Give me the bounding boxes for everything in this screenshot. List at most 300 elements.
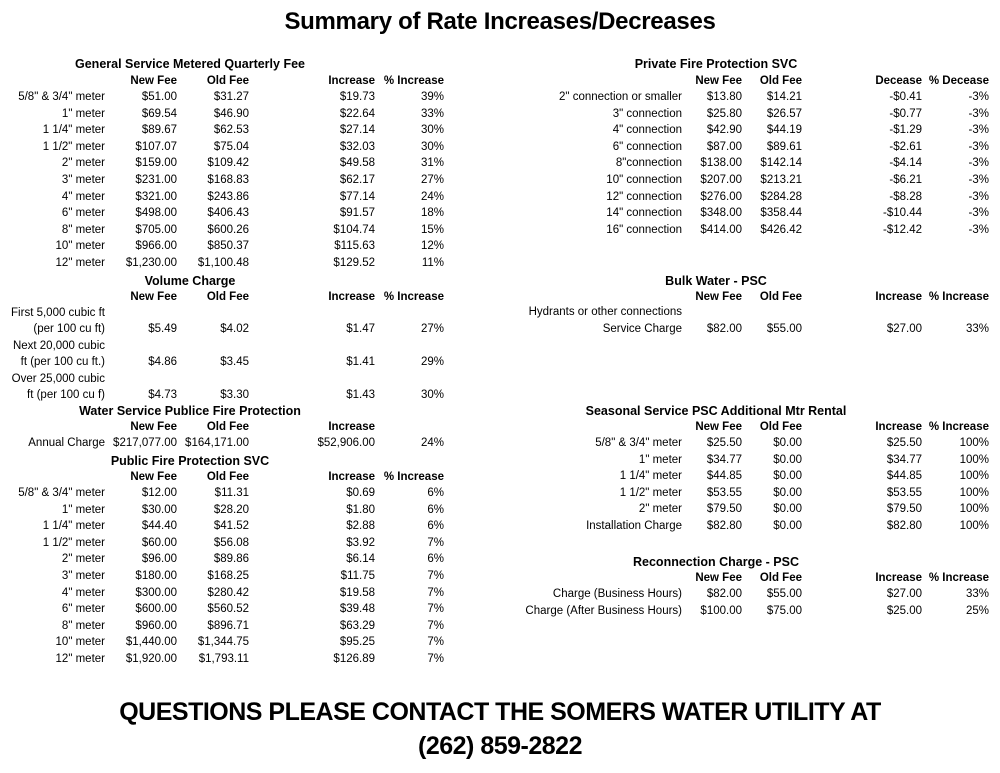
cell-old-fee: $1,100.48 [197, 257, 249, 269]
cell-change: $0.69 [346, 487, 375, 499]
cell-label: 6" connection [612, 140, 682, 153]
header-old-fee: Old Fee [759, 572, 802, 584]
header-pct-change: % Increase [383, 291, 444, 303]
header-change: Increase [328, 75, 375, 87]
column-headers [0, 75, 1000, 91]
header-new-fee: New Fee [130, 75, 177, 87]
section-title: General Service Metered Quarterly Fee [75, 57, 305, 71]
cell-change: $22.64 [339, 107, 375, 120]
cell-label: 3" connection [612, 107, 682, 120]
cell-new-fee: $414.00 [700, 223, 742, 236]
header-change: Increase [328, 421, 375, 433]
cell-old-fee: $31.27 [213, 91, 249, 103]
table-row [0, 306, 1000, 322]
cell-change: $1.41 [346, 356, 375, 369]
cell-old-fee: $28.20 [213, 503, 249, 516]
cell-new-fee: $30.00 [141, 503, 177, 516]
cell-pct-change: 100% [959, 486, 989, 499]
header-old-fee: Old Fee [206, 471, 249, 483]
cell-change: $129.52 [333, 257, 375, 269]
header-change: Decease [875, 75, 922, 87]
cell-pct-change: -3% [968, 190, 989, 203]
cell-new-fee: $321.00 [135, 190, 177, 203]
cell-label: 12" connection [606, 190, 682, 203]
cell-new-fee: $1,920.00 [125, 653, 177, 665]
cell-label: ft (per 100 cu ft.) [20, 356, 105, 369]
table-row [0, 653, 1000, 669]
cell-label: First 5,000 cubic ft [11, 307, 105, 319]
cell-new-fee: $600.00 [135, 603, 177, 616]
cell-new-fee: $13.80 [706, 91, 742, 103]
cell-pct-change: 30% [420, 124, 444, 137]
cell-change: $27.14 [339, 124, 375, 137]
cell-change: $104.74 [333, 223, 375, 236]
cell-old-fee: $142.14 [760, 157, 802, 170]
header-new-fee: New Fee [695, 75, 742, 87]
cell-change: $27.00 [886, 588, 922, 600]
section-title: Private Fire Protection SVC [634, 57, 798, 71]
cell-new-fee: $44.40 [141, 520, 177, 533]
cell-label: 4" meter [61, 190, 105, 203]
header-new-fee: New Fee [130, 421, 177, 433]
cell-label: 1 1/2" meter [619, 486, 682, 499]
cell-pct-change: 7% [427, 603, 444, 616]
table-row [0, 503, 1000, 519]
cell-new-fee: $100.00 [700, 604, 742, 617]
cell-change: $77.14 [339, 190, 375, 203]
cell-old-fee: $0.00 [773, 520, 802, 532]
contact-footer-line1: QUESTIONS PLEASE CONTACT THE SOMERS WATER UTILITY AT [119, 698, 881, 726]
cell-old-fee: $26.57 [766, 107, 802, 120]
section-title: Volume Charge [144, 274, 236, 288]
cell-pct-change: 33% [965, 322, 989, 335]
cell-pct-change: 100% [959, 453, 989, 466]
cell-new-fee: $53.55 [706, 486, 742, 499]
header-new-fee: New Fee [695, 291, 742, 303]
header-pct-change: % Increase [928, 572, 989, 584]
cell-change: -$0.41 [889, 91, 922, 103]
cell-old-fee: $109.42 [207, 157, 249, 170]
cell-pct-change: 27% [420, 323, 444, 336]
cell-pct-change: 7% [427, 570, 444, 582]
section-title: Seasonal Service PSC Additional Mtr Rental [585, 404, 847, 418]
cell-change: $95.25 [339, 636, 375, 649]
cell-pct-change: 6% [427, 553, 444, 566]
cell-change: $1.43 [346, 389, 375, 401]
cell-old-fee: $0.00 [773, 470, 802, 483]
cell-new-fee: $12.00 [141, 487, 177, 499]
cell-label: Charge (After Business Hours) [525, 604, 682, 617]
cell-pct-change: 15% [420, 223, 444, 236]
cell-change: $39.48 [339, 603, 375, 616]
cell-new-fee: $1,440.00 [125, 636, 177, 649]
column-headers [0, 572, 1000, 588]
cell-pct-change: -3% [968, 124, 989, 137]
header-change: Increase [875, 572, 922, 584]
cell-label: 3" meter [61, 174, 105, 186]
cell-change: -$2.61 [889, 140, 922, 153]
cell-label: (per 100 cu ft) [33, 323, 105, 336]
header-old-fee: Old Fee [759, 75, 802, 87]
header-new-fee: New Fee [695, 572, 742, 584]
header-new-fee: New Fee [130, 471, 177, 483]
cell-new-fee: $34.77 [706, 453, 742, 466]
cell-new-fee: $87.00 [706, 140, 742, 153]
table-row [0, 553, 1000, 569]
cell-new-fee: $60.00 [141, 536, 177, 549]
cell-pct-change: 25% [965, 604, 989, 617]
section-title: Reconnection Charge - PSC [633, 555, 799, 569]
cell-change: $79.50 [886, 503, 922, 516]
section-title: Bulk Water - PSC [665, 274, 767, 288]
cell-change: $126.89 [333, 653, 375, 665]
cell-label: 1 1/4" meter [42, 124, 105, 137]
header-change: Increase [328, 471, 375, 483]
table-row [0, 389, 1000, 405]
cell-new-fee: $348.00 [700, 207, 742, 220]
cell-old-fee: $896.71 [207, 619, 249, 632]
cell-old-fee: $243.86 [207, 190, 249, 203]
cell-old-fee: $406.43 [207, 207, 249, 220]
cell-label: 4" meter [61, 586, 105, 599]
cell-label: 10" meter [55, 636, 105, 649]
section-title: Water Service Publice Fire Protection [79, 404, 301, 418]
cell-old-fee: $75.00 [766, 604, 802, 617]
table-row [0, 620, 1000, 636]
header-new-fee: New Fee [695, 421, 742, 433]
cell-label: 1 1/2" meter [42, 140, 105, 153]
cell-old-fee: $89.86 [213, 553, 249, 566]
cell-new-fee: $4.86 [148, 356, 177, 369]
cell-new-fee: $82.00 [706, 322, 742, 335]
cell-old-fee: $164,171.00 [185, 437, 249, 449]
cell-old-fee: $14.21 [766, 91, 802, 103]
cell-old-fee: $560.52 [207, 603, 249, 616]
cell-pct-change: 30% [420, 389, 444, 401]
cell-old-fee: $0.00 [773, 453, 802, 466]
page-title: Summary of Rate Increases/Decreases [284, 8, 716, 35]
cell-change: $115.63 [334, 240, 375, 253]
cell-pct-change: 6% [427, 520, 444, 533]
cell-old-fee: $600.26 [207, 223, 249, 236]
table-row [0, 91, 1000, 107]
cell-pct-change: -3% [968, 207, 989, 220]
cell-label: 8" meter [61, 619, 105, 632]
cell-label: Over 25,000 cubic [11, 372, 105, 385]
cell-old-fee: $3.30 [220, 389, 249, 401]
cell-old-fee: $426.42 [760, 223, 802, 236]
cell-label: 1" meter [61, 503, 105, 516]
table-row [0, 537, 1000, 553]
table-row [0, 520, 1000, 536]
cell-old-fee: $1,344.75 [197, 636, 249, 649]
cell-new-fee: $42.90 [706, 124, 742, 137]
cell-change: $34.77 [886, 453, 922, 466]
table-row [0, 108, 1000, 124]
header-pct-change: % Decease [928, 75, 989, 87]
cell-change: $1.80 [346, 503, 375, 516]
cell-pct-change: 6% [427, 487, 444, 499]
cell-pct-change: 27% [420, 174, 444, 186]
cell-change: $53.55 [886, 486, 922, 499]
cell-old-fee: $44.19 [766, 124, 802, 137]
cell-old-fee: $62.53 [213, 124, 249, 137]
cell-new-fee: $159.00 [135, 157, 177, 170]
table-row [0, 588, 1000, 604]
cell-old-fee: $284.28 [760, 190, 802, 203]
cell-new-fee: $5.49 [148, 323, 177, 336]
cell-new-fee: $79.50 [706, 503, 742, 516]
cell-label: ft (per 100 cu f) [27, 389, 105, 401]
cell-change: -$8.28 [889, 190, 922, 203]
cell-change: $3.92 [346, 536, 375, 549]
cell-new-fee: $82.00 [706, 588, 742, 600]
cell-label: 5/8" & 3/4" meter [595, 437, 682, 449]
cell-label: 6" meter [61, 207, 105, 220]
cell-change: $82.80 [886, 520, 922, 532]
cell-old-fee: $0.00 [773, 486, 802, 499]
section-title: Public Fire Protection SVC [110, 454, 270, 468]
cell-pct-change: 31% [420, 157, 444, 170]
cell-new-fee: $107.07 [135, 140, 177, 153]
cell-pct-change: 100% [959, 520, 989, 532]
cell-label: 2" connection or smaller [559, 91, 682, 103]
table-row [0, 257, 1000, 273]
cell-pct-change: -3% [968, 174, 989, 186]
table-row [0, 141, 1000, 157]
cell-label: 12" meter [55, 257, 105, 269]
cell-old-fee: $41.52 [213, 520, 249, 533]
cell-change: $63.29 [339, 619, 375, 632]
table-row [0, 487, 1000, 503]
cell-old-fee: $75.04 [213, 140, 249, 153]
cell-label: 1" meter [61, 107, 105, 120]
cell-old-fee: $280.42 [207, 586, 249, 599]
cell-change: $32.03 [339, 140, 375, 153]
header-pct-change: % Increase [928, 421, 989, 433]
cell-pct-change: 7% [427, 636, 444, 649]
cell-pct-change: 33% [420, 107, 444, 120]
cell-new-fee: $276.00 [700, 190, 742, 203]
cell-label: 10" connection [606, 174, 682, 186]
cell-pct-change: 24% [420, 190, 444, 203]
cell-new-fee: $705.00 [135, 223, 177, 236]
cell-label: Charge (Business Hours) [552, 588, 682, 600]
cell-change: $1.47 [346, 323, 375, 336]
column-headers [0, 421, 1000, 437]
header-pct-change: % Increase [928, 291, 989, 303]
table-row [0, 470, 1000, 486]
cell-pct-change: 100% [959, 503, 989, 516]
cell-pct-change: 24% [420, 437, 444, 449]
cell-pct-change: -3% [968, 157, 989, 170]
header-change: Increase [875, 291, 922, 303]
cell-new-fee: $966.00 [135, 240, 177, 253]
cell-label: Installation Charge [586, 520, 682, 532]
cell-old-fee: $11.31 [214, 487, 249, 499]
cell-label: 2" meter [61, 157, 105, 170]
table-row [0, 157, 1000, 173]
cell-new-fee: $207.00 [700, 174, 742, 186]
table-row [0, 340, 1000, 356]
cell-old-fee: $46.90 [213, 107, 249, 120]
cell-label: 8"connection [615, 157, 682, 170]
table-row [0, 207, 1000, 223]
header-old-fee: Old Fee [759, 291, 802, 303]
cell-change: $44.85 [886, 470, 922, 483]
cell-label: 3" meter [61, 570, 105, 582]
cell-pct-change: 100% [959, 437, 989, 449]
cell-pct-change: 7% [427, 619, 444, 632]
cell-change: $27.00 [886, 322, 922, 335]
cell-pct-change: -3% [968, 140, 989, 153]
header-old-fee: Old Fee [206, 291, 249, 303]
cell-new-fee: $51.00 [141, 91, 177, 103]
header-old-fee: Old Fee [206, 421, 249, 433]
header-pct-change: % Increase [383, 471, 444, 483]
cell-old-fee: $0.00 [773, 503, 802, 516]
cell-pct-change: 39% [420, 91, 444, 103]
cell-new-fee: $82.80 [706, 520, 742, 532]
cell-label: 5/8" & 3/4" meter [18, 91, 105, 103]
cell-pct-change: 33% [965, 588, 989, 600]
header-change: Increase [328, 291, 375, 303]
cell-new-fee: $25.80 [706, 107, 742, 120]
cell-new-fee: $300.00 [135, 586, 177, 599]
cell-old-fee: $168.25 [207, 570, 249, 582]
cell-change: $6.14 [346, 553, 375, 566]
cell-new-fee: $89.67 [141, 124, 177, 137]
cell-old-fee: $168.83 [207, 174, 249, 186]
table-row [0, 323, 1000, 339]
cell-change: -$0.77 [889, 107, 922, 120]
cell-pct-change: 100% [959, 470, 989, 483]
header-change: Increase [875, 421, 922, 433]
cell-pct-change: -3% [968, 91, 989, 103]
cell-pct-change: 6% [427, 503, 444, 516]
table-row [0, 191, 1000, 207]
cell-change: $49.58 [339, 157, 375, 170]
cell-change: -$1.29 [889, 124, 922, 137]
cell-old-fee: $56.08 [213, 536, 249, 549]
cell-pct-change: 7% [427, 653, 444, 665]
cell-label: Annual Charge [28, 437, 105, 449]
cell-new-fee: $44.85 [706, 470, 742, 483]
cell-change: $25.00 [886, 604, 922, 617]
cell-label: 4" connection [612, 124, 682, 137]
cell-pct-change: 29% [420, 356, 444, 369]
cell-new-fee: $960.00 [135, 619, 177, 632]
cell-old-fee: $1,793.11 [198, 653, 249, 665]
cell-pct-change: 18% [420, 207, 444, 220]
cell-label: 2" meter [61, 553, 105, 566]
table-row [0, 124, 1000, 140]
cell-change: $11.75 [340, 570, 375, 582]
cell-new-fee: $231.00 [135, 174, 177, 186]
cell-change: -$12.42 [882, 223, 922, 236]
cell-label: 5/8" & 3/4" meter [18, 487, 105, 499]
cell-label: 14" connection [606, 207, 682, 220]
cell-change: $62.17 [339, 174, 375, 186]
cell-pct-change: -3% [968, 107, 989, 120]
cell-old-fee: $55.00 [766, 588, 802, 600]
cell-new-fee: $498.00 [135, 207, 177, 220]
table-row [0, 454, 1000, 470]
cell-label: 1" meter [638, 453, 682, 466]
cell-new-fee: $25.50 [706, 437, 742, 449]
header-old-fee: Old Fee [759, 421, 802, 433]
cell-label: 10" meter [55, 240, 105, 253]
cell-pct-change: 12% [420, 240, 444, 253]
cell-pct-change: 30% [420, 140, 444, 153]
table-row [0, 437, 1000, 453]
cell-label: 1 1/4" meter [619, 470, 682, 483]
cell-new-fee: $217,077.00 [113, 437, 177, 449]
table-row [0, 373, 1000, 389]
cell-pct-change: 7% [427, 536, 444, 549]
header-new-fee: New Fee [130, 291, 177, 303]
cell-change: -$4.14 [889, 157, 922, 170]
column-headers [0, 291, 1000, 307]
cell-pct-change: -3% [968, 223, 989, 236]
cell-old-fee: $213.21 [760, 174, 802, 186]
cell-label: 1 1/2" meter [42, 536, 105, 549]
cell-old-fee: $3.45 [220, 356, 249, 369]
header-old-fee: Old Fee [206, 75, 249, 87]
cell-change: $19.73 [339, 91, 375, 103]
cell-label: Hydrants or other connections [528, 306, 682, 318]
table-row [0, 636, 1000, 652]
cell-new-fee: $4.73 [148, 389, 177, 401]
cell-label: 6" meter [61, 603, 105, 616]
cell-label: 2" meter [638, 503, 682, 516]
cell-change: $2.88 [346, 520, 375, 533]
cell-old-fee: $0.00 [773, 437, 802, 449]
cell-new-fee: $96.00 [141, 553, 177, 566]
cell-label: 16" connection [606, 223, 682, 236]
table-row [0, 174, 1000, 190]
cell-change: -$10.44 [882, 207, 922, 220]
cell-pct-change: 11% [421, 257, 444, 269]
cell-label: 8" meter [61, 223, 105, 236]
header-pct-change: % Increase [383, 75, 444, 87]
contact-phone: (262) 859-2822 [418, 732, 582, 760]
cell-old-fee: $55.00 [766, 322, 802, 335]
cell-change: $19.58 [339, 586, 375, 599]
cell-new-fee: $69.54 [141, 107, 177, 120]
cell-label: 12" meter [55, 653, 105, 665]
cell-new-fee: $180.00 [135, 570, 177, 582]
cell-change: $52,906.00 [317, 437, 375, 449]
table-row [0, 605, 1000, 621]
cell-new-fee: $138.00 [700, 157, 742, 170]
cell-old-fee: $4.02 [220, 323, 249, 336]
cell-old-fee: $850.37 [207, 240, 249, 253]
cell-label: Service Charge [602, 322, 682, 335]
cell-new-fee: $1,230.00 [125, 257, 177, 269]
cell-label: Next 20,000 cubic [12, 339, 105, 352]
cell-old-fee: $358.44 [760, 207, 802, 220]
cell-old-fee: $89.61 [766, 140, 802, 153]
cell-change: $25.50 [886, 437, 922, 449]
table-row [0, 224, 1000, 240]
cell-pct-change: 7% [427, 586, 444, 599]
table-row [0, 356, 1000, 372]
cell-change: $91.57 [339, 207, 375, 220]
table-row [0, 240, 1000, 256]
cell-change: -$6.21 [889, 174, 922, 186]
cell-label: 1 1/4" meter [42, 520, 105, 533]
